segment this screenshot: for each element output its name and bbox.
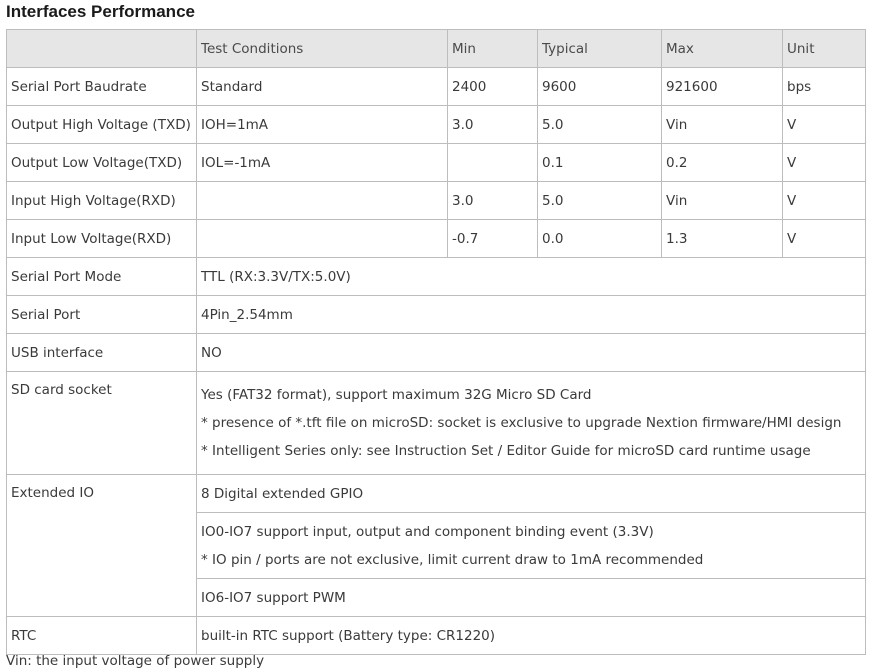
table-row [7, 182, 866, 220]
table-row [7, 144, 866, 182]
value-cell [197, 513, 866, 579]
interfaces-performance-table [6, 29, 866, 655]
min-cell: 3.0 [448, 106, 538, 144]
header-max: Max [662, 30, 783, 68]
table-row-serial-port-mode [7, 258, 866, 296]
footnote: Vin: the input voltage of power supply [6, 653, 265, 669]
max-cell: 921600 [662, 68, 783, 106]
table-row-extended-io [7, 475, 866, 513]
min-cell [448, 144, 538, 182]
io-support-note: * IO pin / ports are not exclusive, limit current draw to 1mA recommended [201, 551, 704, 568]
min-cell: 3.0 [448, 182, 538, 220]
value-cell [197, 372, 866, 475]
param-cell: Extended IO [7, 475, 197, 617]
param-cell: Serial Port Baudrate [7, 68, 197, 106]
header-unit: Unit [783, 30, 866, 68]
param-cell: Serial Port Mode [7, 258, 197, 296]
unit-cell: bps [783, 68, 866, 106]
header-parameter [7, 30, 197, 68]
condition-cell [197, 182, 448, 220]
param-cell: Output Low Voltage(TXD) [7, 144, 197, 182]
table-row-rtc [7, 617, 866, 655]
min-cell: 2400 [448, 68, 538, 106]
page-title: Interfaces Performance [6, 2, 195, 21]
value-cell: built-in RTC support (Battery type: CR1220) [197, 617, 866, 655]
param-cell: RTC [7, 617, 197, 655]
header-min: Min [448, 30, 538, 68]
table-row [7, 68, 866, 106]
typical-cell: 0.1 [538, 144, 662, 182]
unit-cell: V [783, 144, 866, 182]
condition-cell: Standard [197, 68, 448, 106]
param-cell: Output High Voltage (TXD) [7, 106, 197, 144]
table-row-sd-card [7, 372, 866, 475]
table-header-row [7, 30, 866, 68]
table-row [7, 220, 866, 258]
typical-cell: 5.0 [538, 182, 662, 220]
typical-cell: 0.0 [538, 220, 662, 258]
param-cell: USB interface [7, 334, 197, 372]
typical-cell: 9600 [538, 68, 662, 106]
typical-cell: 5.0 [538, 106, 662, 144]
value-cell: NO [197, 334, 866, 372]
param-cell: Input Low Voltage(RXD) [7, 220, 197, 258]
sd-card-note: * Intelligent Series only: see Instruction Set / Editor Guide for microSD card runtime usage [201, 443, 811, 459]
value-cell: TTL (RX:3.3V/TX:5.0V) [197, 258, 866, 296]
io-support-line: IO0-IO7 support input, output and component binding event (3.3V) [201, 523, 654, 540]
unit-cell: V [783, 220, 866, 258]
value-cell: 8 Digital extended GPIO [197, 475, 866, 513]
sd-card-line: Yes (FAT32 format), support maximum 32G Micro SD Card [201, 387, 592, 403]
header-typical: Typical [538, 30, 662, 68]
condition-cell [197, 220, 448, 258]
condition-cell: IOL=-1mA [197, 144, 448, 182]
max-cell: Vin [662, 182, 783, 220]
max-cell: 1.3 [662, 220, 783, 258]
param-cell: Input High Voltage(RXD) [7, 182, 197, 220]
table-row [7, 106, 866, 144]
value-cell: 4Pin_2.54mm [197, 296, 866, 334]
param-cell: SD card socket [7, 372, 197, 475]
value-cell: IO6-IO7 support PWM [197, 579, 866, 617]
table-row-serial-port [7, 296, 866, 334]
max-cell: 0.2 [662, 144, 783, 182]
max-cell: Vin [662, 106, 783, 144]
header-test-conditions: Test Conditions [197, 30, 448, 68]
param-cell: Serial Port [7, 296, 197, 334]
condition-cell: IOH=1mA [197, 106, 448, 144]
min-cell: -0.7 [448, 220, 538, 258]
unit-cell: V [783, 182, 866, 220]
sd-card-note: * presence of *.tft file on microSD: socket is exclusive to upgrade Nextion firmware/HMI design [201, 415, 842, 431]
table-row-usb-interface [7, 334, 866, 372]
unit-cell: V [783, 106, 866, 144]
